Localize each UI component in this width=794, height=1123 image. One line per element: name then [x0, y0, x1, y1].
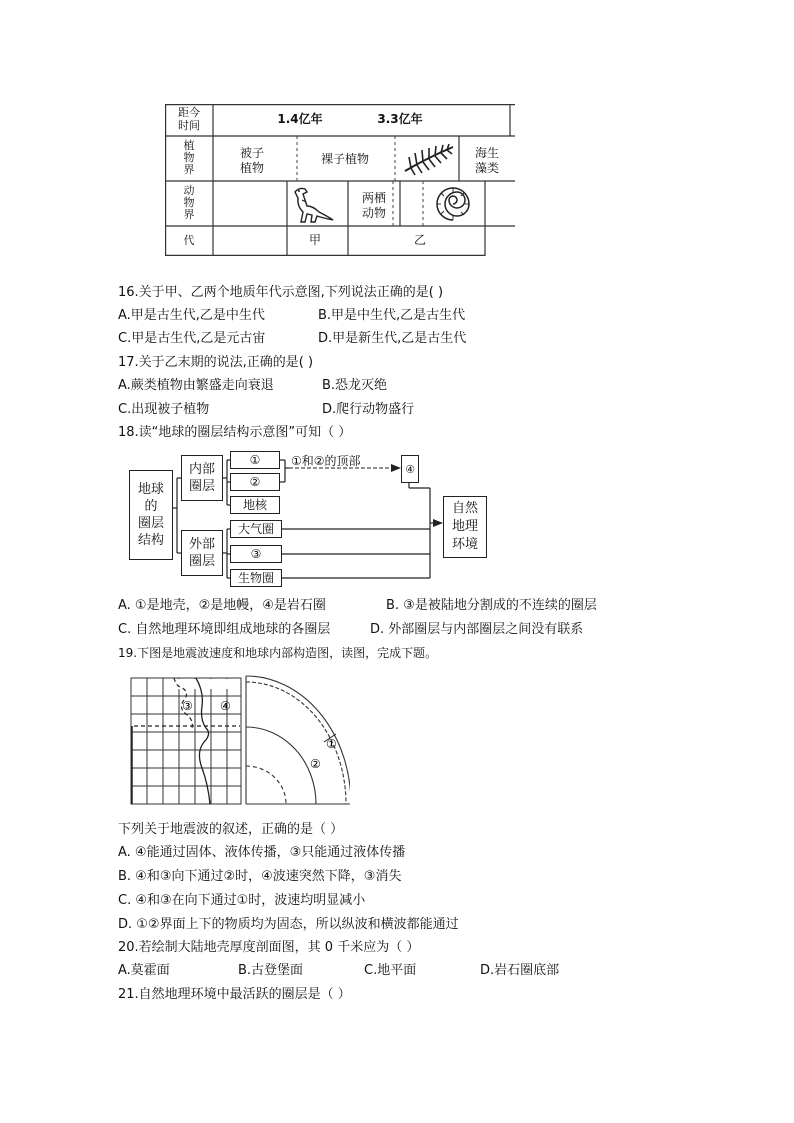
time-1-4: 1.4亿年 [277, 112, 323, 126]
animal-amphibian: 两栖 动物 [361, 191, 386, 220]
q19-question: 下列关于地震波的叙述，正确的是（ ） [118, 822, 344, 837]
q17-option-d: D.爬行动物盛行 [322, 402, 415, 417]
q17-option-b: B.恐龙灭绝 [322, 378, 388, 393]
q18-option-c: C. 自然地理环境即组成地球的各圈层 [118, 622, 331, 637]
q18-option-a: A. ①是地壳，②是地幔，④是岩石圈 [118, 598, 326, 613]
q16-option-a: A.甲是古生代,乙是中生代 [118, 308, 265, 323]
plant-angiosperm: 被子 植物 [239, 146, 264, 175]
q20-option-c: C.地平面 [364, 963, 417, 978]
diagram-result: 自然 地理 环境 [443, 496, 487, 558]
diagram-root: 地球 的 圈层 结构 [129, 470, 173, 560]
row-label-animals: 动 物 界 [183, 184, 195, 221]
q16-option-b: B.甲是中生代,乙是古生代 [318, 308, 466, 323]
diagram-target-4: ④ [401, 455, 419, 483]
q16-option-c: C.甲是古生代,乙是元古宙 [118, 331, 266, 346]
diagram-inner-item-2: ② [230, 473, 280, 491]
wave-label-3: ③ [182, 699, 193, 713]
q20-option-d: D.岩石圈底部 [480, 963, 560, 978]
diagram-arrow-label: ①和②的顶部 [291, 454, 361, 468]
table-grid [165, 104, 515, 256]
ammonite-icon [431, 184, 475, 224]
q19-option-b: B. ④和③向下通过②时，④波速突然下降，③消失 [118, 869, 402, 884]
earth-sphere-diagram [125, 448, 495, 590]
seismic-wave-diagram [130, 672, 350, 807]
diagram-outer-layer: 外部 圈层 [181, 530, 223, 576]
q17-stem: 17.关于乙末期的说法,正确的是( ) [118, 355, 314, 370]
q18-stem: 18.读“地球的圈层结构示意图”可知（ ） [118, 425, 352, 440]
era-yi: 乙 [413, 233, 426, 247]
q17-option-c: C.出现被子植物 [118, 402, 210, 417]
geologic-time-table [165, 104, 515, 256]
q20-option-b: B.古登堡面 [238, 963, 304, 978]
row-label-time: 距今 时间 [178, 106, 200, 132]
q21-stem: 21.自然地理环境中最活跃的圈层是（ ） [118, 987, 351, 1002]
diagram-inner-item-core: 地核 [230, 496, 280, 514]
q19-option-a: A. ④能通过固体、液体传播，③只能通过液体传播 [118, 845, 406, 860]
q18-option-b: B. ③是被陆地分割成的不连续的圈层 [386, 598, 597, 613]
row-label-plants: 植 物 界 [183, 139, 195, 176]
q20-stem: 20.若绘制大陆地壳厚度剖面图，其 0 千米应为（ ） [118, 940, 420, 955]
diagram-inner-layer: 内部 圈层 [181, 455, 223, 501]
q19-option-d: D. ①②界面上下的物质均为固态，所以纵波和横波都能通过 [118, 917, 459, 932]
time-3-3: 3.3亿年 [377, 112, 423, 126]
dinosaur-icon [289, 184, 335, 224]
layer-label-2: ② [310, 757, 321, 771]
q18-option-d: D. 外部圈层与内部圈层之间没有联系 [370, 622, 584, 637]
row-label-era: 代 [183, 234, 195, 247]
layer-label-1: ① [326, 737, 337, 751]
q19-stem: 19.下图是地震波速度和地球内部构造图，读图，完成下题。 [118, 646, 438, 660]
q19-option-c: C. ④和③在向下通过①时，波速均明显减小 [118, 893, 366, 908]
q16-option-d: D.甲是新生代,乙是古生代 [318, 331, 467, 346]
q20-option-a: A.莫霍面 [118, 963, 170, 978]
diagram-inner-item-1: ① [230, 451, 280, 469]
plant-marine-algae: 海生 藻类 [474, 146, 499, 175]
diagram-outer-item-3: ③ [230, 545, 282, 563]
fern-icon [401, 141, 457, 177]
diagram-outer-item-biosphere: 生物圈 [230, 569, 282, 587]
plant-gymnosperm: 裸子植物 [320, 152, 369, 166]
q17-option-a: A.蕨类植物由繁盛走向衰退 [118, 378, 274, 393]
era-jia: 甲 [308, 233, 321, 247]
q16-stem: 16.关于甲、乙两个地质年代示意图,下列说法正确的是( ) [118, 285, 444, 300]
diagram-outer-item-atmosphere: 大气圈 [230, 520, 282, 538]
wave-label-4: ④ [220, 699, 231, 713]
